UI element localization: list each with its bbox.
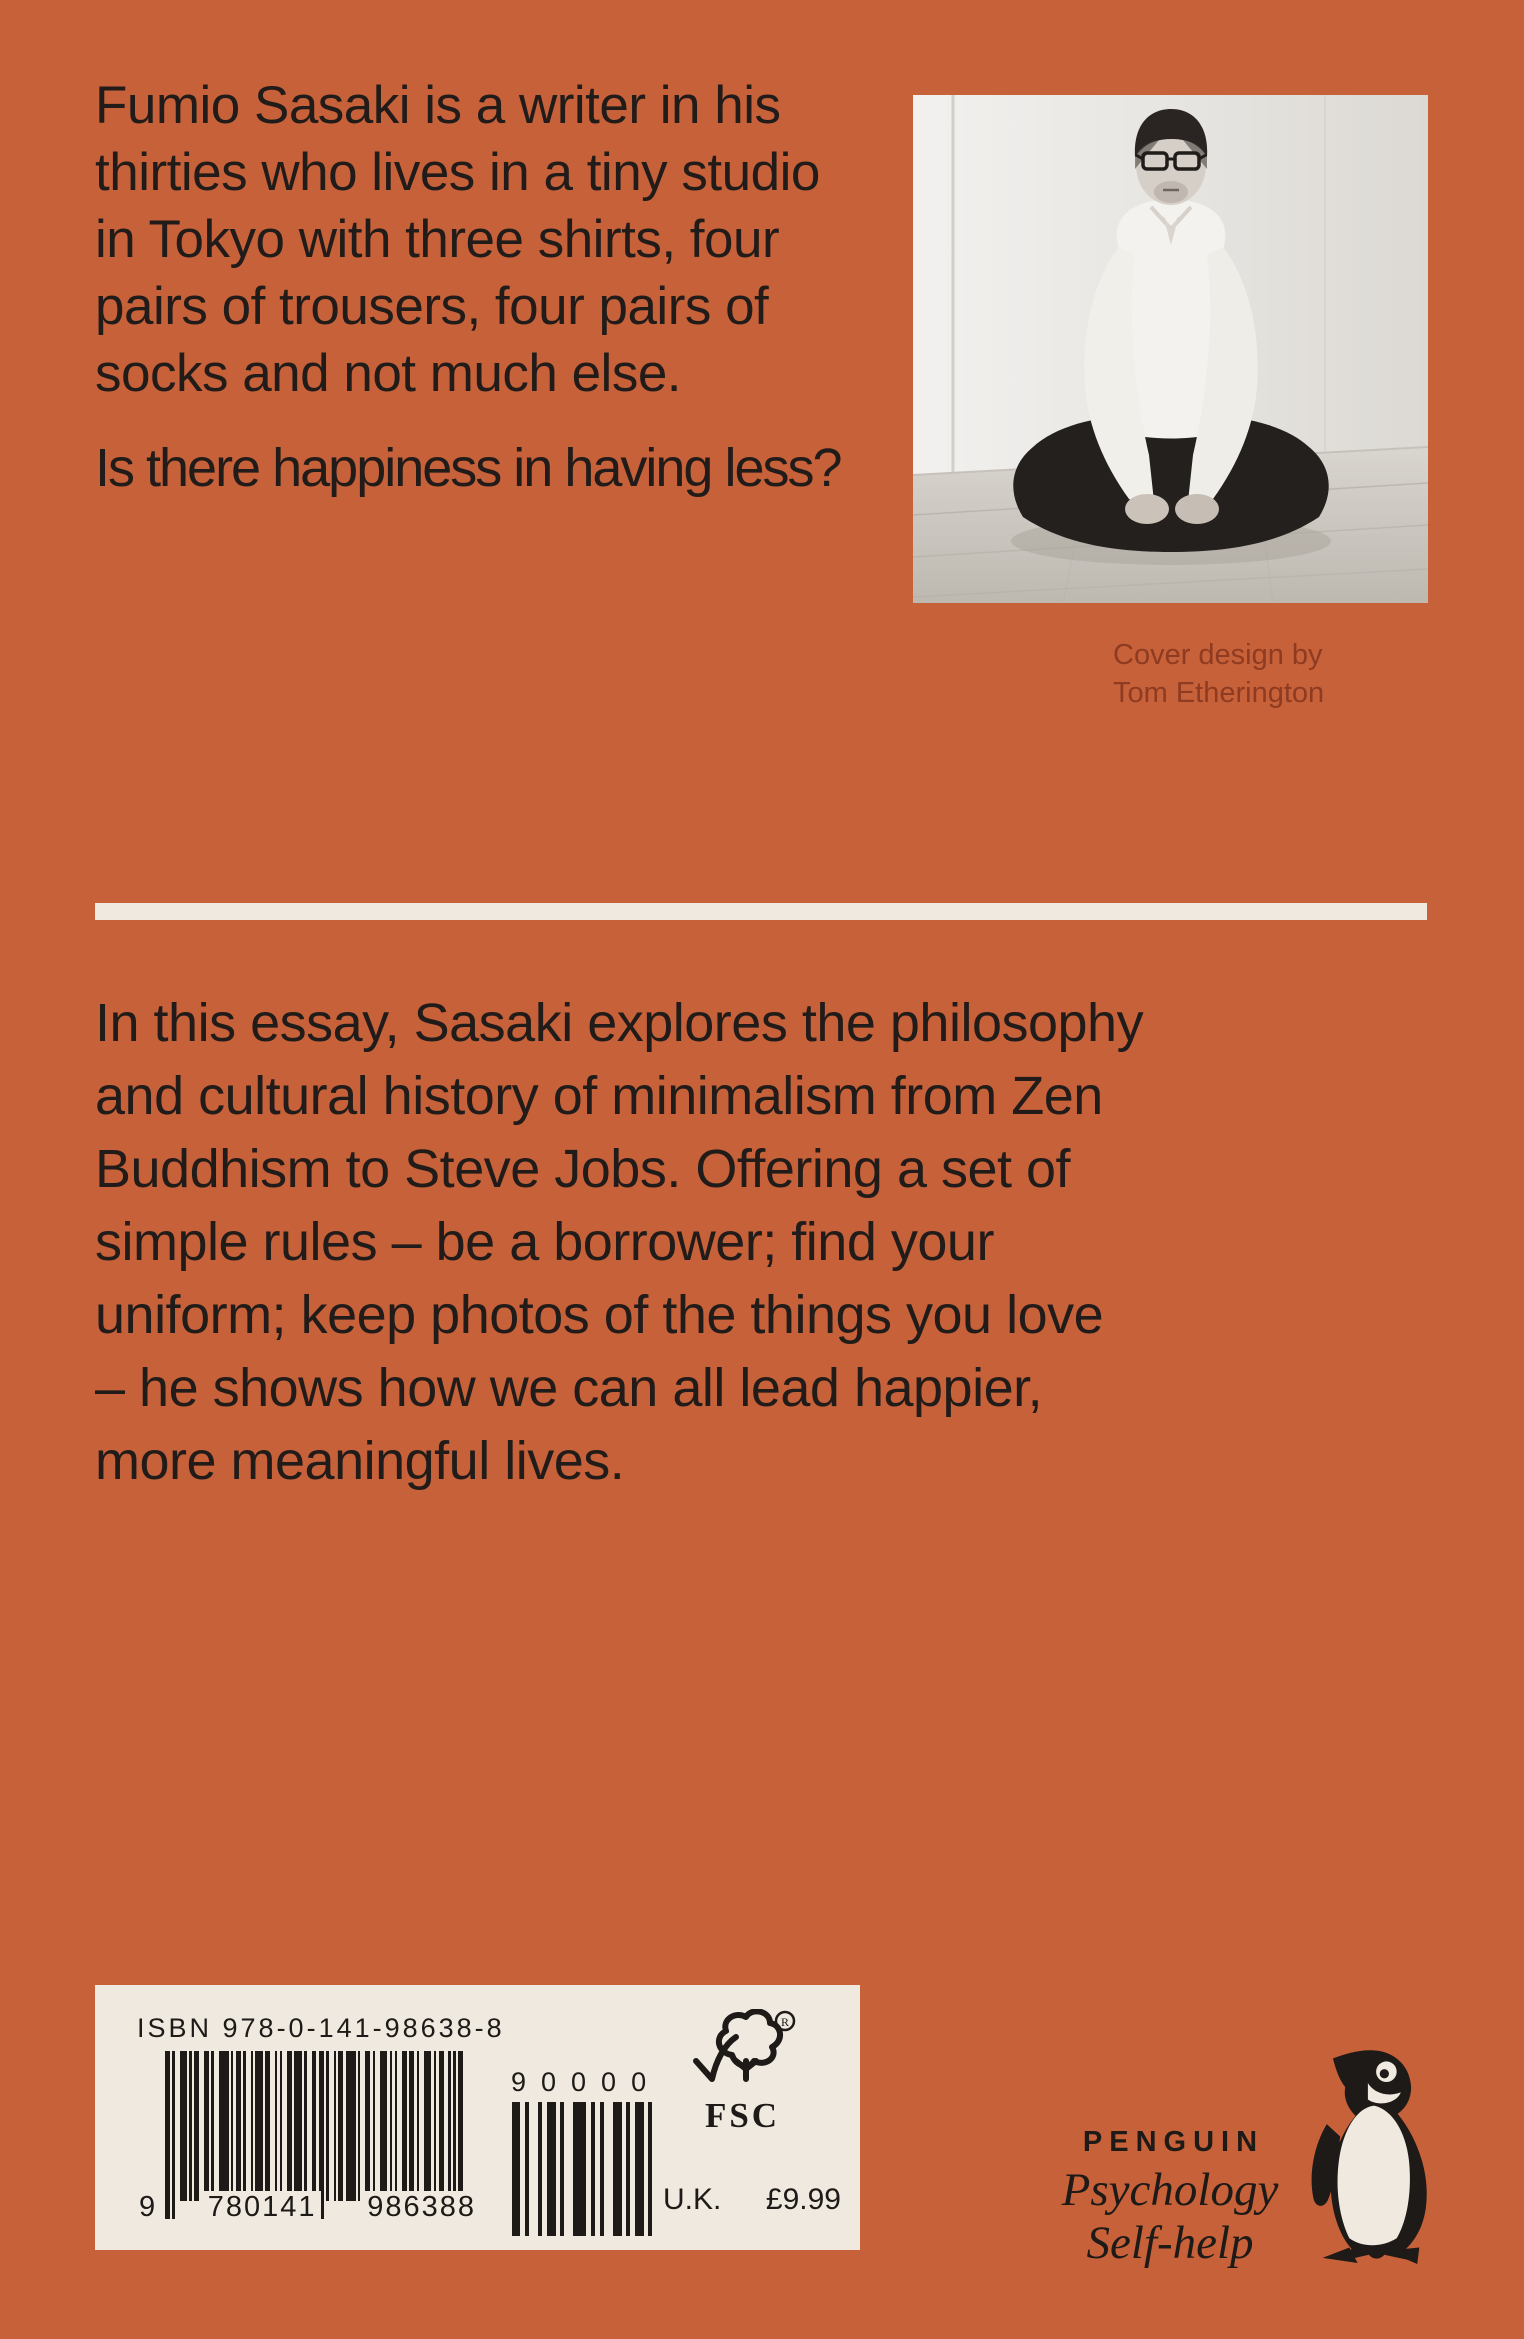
intro-text (95, 72, 935, 407)
addon-bars (503, 2102, 661, 2236)
cover-design-credit (1113, 636, 1324, 712)
publisher-name: PENGUIN (1082, 2126, 1265, 2158)
fsc-label: FSC (704, 2096, 781, 2135)
intro-line: pairs of trousers, four pairs of (95, 277, 769, 336)
author-photo-illustration (913, 95, 1428, 603)
imprint-block (1030, 2126, 1310, 2270)
imprint-category-psychology: Psychology (1061, 2164, 1279, 2216)
ean-digit-group: 780141 (204, 2191, 321, 2224)
blurb-text (95, 987, 1275, 1498)
credit-line: Tom Etherington (1113, 677, 1325, 709)
region-label: U.K. (663, 2183, 722, 2216)
price-label: £9.99 (765, 2183, 841, 2216)
intro-line: socks and not much else. (95, 344, 682, 403)
credit-line: Cover design by (1113, 639, 1323, 671)
blurb-line: and cultural history of minimalism from Zen (95, 1066, 1103, 1126)
intro-line: thirties who lives in a tiny studio (95, 143, 820, 202)
fsc-logo (655, 2009, 830, 2136)
isbn-label: ISBN 978-0-141-98638-8 (137, 2013, 505, 2043)
penguin-logo-icon (1310, 2046, 1434, 2264)
blurb-line: In this essay, Sasaki explores the philosophy (95, 993, 1144, 1053)
intro-line: in Tokyo with three shirts, four (95, 210, 780, 269)
ean-digit-group: 986388 (363, 2191, 480, 2224)
price-row (663, 2183, 841, 2217)
svg-text:R: R (780, 2015, 789, 2029)
fsc-tree-icon (688, 2009, 798, 2093)
question-headline: Is there happiness in having less? (95, 438, 841, 498)
addon-digits: 90000 (511, 2067, 662, 2097)
divider-bar (95, 903, 1427, 920)
author-photo (913, 95, 1428, 603)
blurb-line: – he shows how we can all lead happier, (95, 1358, 1043, 1418)
ean-digit-left: 9 (135, 2191, 161, 2224)
ean-digits (135, 2191, 480, 2224)
addon-barcode (503, 2067, 661, 2236)
barcode-panel (95, 1985, 860, 2250)
intro-line: Fumio Sasaki is a writer in his (95, 76, 781, 135)
blurb-line: simple rules – be a borrower; find your (95, 1212, 994, 1272)
blurb-line: uniform; keep photos of the things you love (95, 1285, 1104, 1345)
blurb-line: Buddhism to Steve Jobs. Offering a set of (95, 1139, 1071, 1199)
blurb-line: more meaningful lives. (95, 1431, 625, 1491)
imprint-category-self-help: Self-help (1086, 2217, 1254, 2269)
